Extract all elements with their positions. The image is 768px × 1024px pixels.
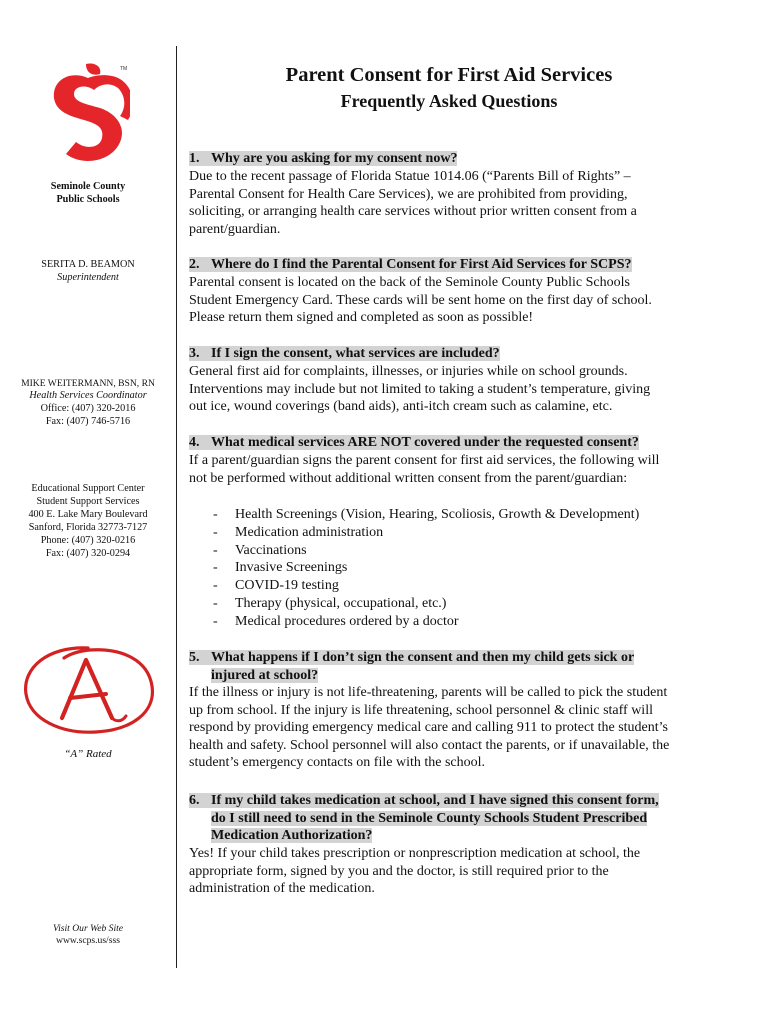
answer-line: health and safety. School personnel will also contact the parents, or if unavailable, the xyxy=(189,737,670,753)
center-city: Sanford, Florida 32773-7127 xyxy=(28,522,148,533)
answer-line: up from school. If the injury is life threatening, school personnel & clinic staff will xyxy=(189,702,653,718)
answer-line: soliciting, or arranging health care services without prior written consent from a xyxy=(189,204,637,220)
answer-line: respond by providing emergency medical care and calling 911 to protect the student’s xyxy=(189,720,668,736)
list-item-text: Health Screenings (Vision, Hearing, Scoliosis, Growth & Development) xyxy=(235,507,640,522)
list-item xyxy=(213,542,639,560)
answer-line: appropriate form, signed by you and the doctor, is still required prior to the xyxy=(189,863,609,879)
answer-line: Parental consent is located on the back of the Seminole County Public Schools xyxy=(189,275,630,290)
faq-number: 4. xyxy=(189,435,200,450)
answer-line: student’s emergency contacts on file with the school. xyxy=(189,755,486,771)
trademark-mark: TM xyxy=(120,66,128,72)
list-marker: - xyxy=(213,542,218,558)
list-item-text: Vaccinations xyxy=(235,542,307,558)
answer-line: Yes! If your child takes prescription or nonprescription medication at school, the xyxy=(189,846,641,861)
faq-question-4 xyxy=(189,434,639,452)
faq-answer-3 xyxy=(189,363,719,416)
answer-line: parent/guardian. xyxy=(189,221,281,237)
faq-answer-4 xyxy=(189,452,719,487)
list-item-text: Invasive Screenings xyxy=(235,560,348,576)
answer-line: If the illness or injury is not life-threatening, parents will be called to pick the student xyxy=(189,685,668,700)
coordinator-name: MIKE WEITERMANN, BSN, RN xyxy=(21,378,155,389)
list-item xyxy=(213,613,639,631)
list-marker: - xyxy=(213,507,218,522)
answer-line: If a parent/guardian signs the parent consent for first aid services, the following will xyxy=(189,453,660,468)
superintendent-title: Superintendent xyxy=(57,272,119,283)
list-item-text: COVID-19 testing xyxy=(235,578,339,594)
superintendent-name: SERITA D. BEAMON xyxy=(41,259,135,270)
org-name-line2: Public Schools xyxy=(56,194,120,205)
page-title: Parent Consent for First Aid Services xyxy=(285,64,613,86)
faq-question-text: Where do I find the Parental Consent for First Aid Services for SCPS? xyxy=(211,257,632,272)
faq-number: 1. xyxy=(189,151,200,166)
org-name-line1: Seminole County xyxy=(50,181,126,192)
faq-question-text: What happens if I don’t sign the consent and then my child gets sick or xyxy=(211,650,635,665)
list-item xyxy=(213,595,639,613)
faq-question-text: Medication Authorization? xyxy=(211,828,373,843)
center-name: Educational Support Center xyxy=(31,483,145,494)
list-item xyxy=(213,577,639,595)
faq-question-text: Why are you asking for my consent now? xyxy=(211,151,458,166)
faq-question-3 xyxy=(189,345,500,363)
list-marker: - xyxy=(213,578,218,594)
coordinator-title: Health Services Coordinator xyxy=(29,390,147,401)
list-item xyxy=(213,559,639,577)
answer-line: administration of the medication. xyxy=(189,881,375,897)
faq-question-1 xyxy=(189,150,457,168)
rating-label: “A” Rated xyxy=(64,748,112,760)
faq-question-2 xyxy=(189,256,632,274)
list-marker: - xyxy=(213,595,218,611)
page-subtitle: Frequently Asked Questions xyxy=(340,91,558,111)
sidebar xyxy=(0,0,176,1024)
coordinator-fax: Fax: (407) 746-5716 xyxy=(45,416,131,427)
answer-line: Please return them signed and completed as soon as possible! xyxy=(189,310,534,326)
center-fax: Fax: (407) 320-0294 xyxy=(45,548,131,559)
website-label: Visit Our Web Site xyxy=(52,923,124,934)
faq-answer-2 xyxy=(189,274,719,327)
list-marker: - xyxy=(213,524,218,540)
faq-question-text: injured at school? xyxy=(211,667,319,683)
scps-apple-s-logo xyxy=(48,62,130,162)
answer-line: out ice, wound coverings (band aids), anti-itch cream such as calamine, etc. xyxy=(189,399,613,415)
list-item xyxy=(213,506,639,524)
faq-question-6 xyxy=(189,792,659,845)
faq-number: 6. xyxy=(189,793,200,808)
answer-line: General first aid for complaints, illnesses, or injuries while on school grounds. xyxy=(189,364,628,379)
a-grade-circle-icon xyxy=(18,642,160,738)
center-phone: Phone: (407) 320-0216 xyxy=(40,535,136,546)
coordinator-office-phone: Office: (407) 320-2016 xyxy=(40,403,136,414)
faq-number: 3. xyxy=(189,346,200,361)
list-marker: - xyxy=(213,560,218,576)
faq-question-text: do I still need to send in the Seminole County Schools Student Prescribed xyxy=(211,810,648,826)
answer-line: Parental Consent for Health Care Services), we are prohibited from providing, xyxy=(189,186,628,202)
faq-number: 2. xyxy=(189,257,200,272)
answer-line: Due to the recent passage of Florida Statue 1014.06 (“Parents Bill of Rights” – xyxy=(189,169,631,184)
list-item-text: Therapy (physical, occupational, etc.) xyxy=(235,595,447,611)
faq-question-text: If I sign the consent, what services are included? xyxy=(211,346,500,361)
faq-question-text: If my child takes medication at school, and I have signed this consent form, xyxy=(211,793,659,808)
faq-question-5 xyxy=(189,649,634,684)
list-item xyxy=(213,524,639,542)
center-department: Student Support Services xyxy=(36,496,140,507)
answer-line: Student Emergency Card. These cards will be sent home on the first day of school. xyxy=(189,292,652,308)
faq-answer-5 xyxy=(189,684,719,772)
list-item-text: Medication administration xyxy=(235,524,384,540)
answer-line: Interventions may include but not limited to taking a student’s temperature, giving xyxy=(189,381,651,397)
faq-answer-1 xyxy=(189,168,719,238)
faq-number: 5. xyxy=(189,650,200,665)
list-marker: - xyxy=(213,613,218,629)
list-item-text: Medical procedures ordered by a doctor xyxy=(235,613,459,629)
website-url[interactable]: www.scps.us/sss xyxy=(56,935,120,946)
center-street: 400 E. Lake Mary Boulevard xyxy=(28,509,148,520)
faq-answer-6 xyxy=(189,845,719,898)
faq-question-text: What medical services ARE NOT covered under the requested consent? xyxy=(211,435,639,450)
not-covered-list xyxy=(213,506,639,631)
answer-line: not be performed without additional written consent from the parent/guardian: xyxy=(189,470,628,486)
vertical-divider xyxy=(176,46,177,968)
